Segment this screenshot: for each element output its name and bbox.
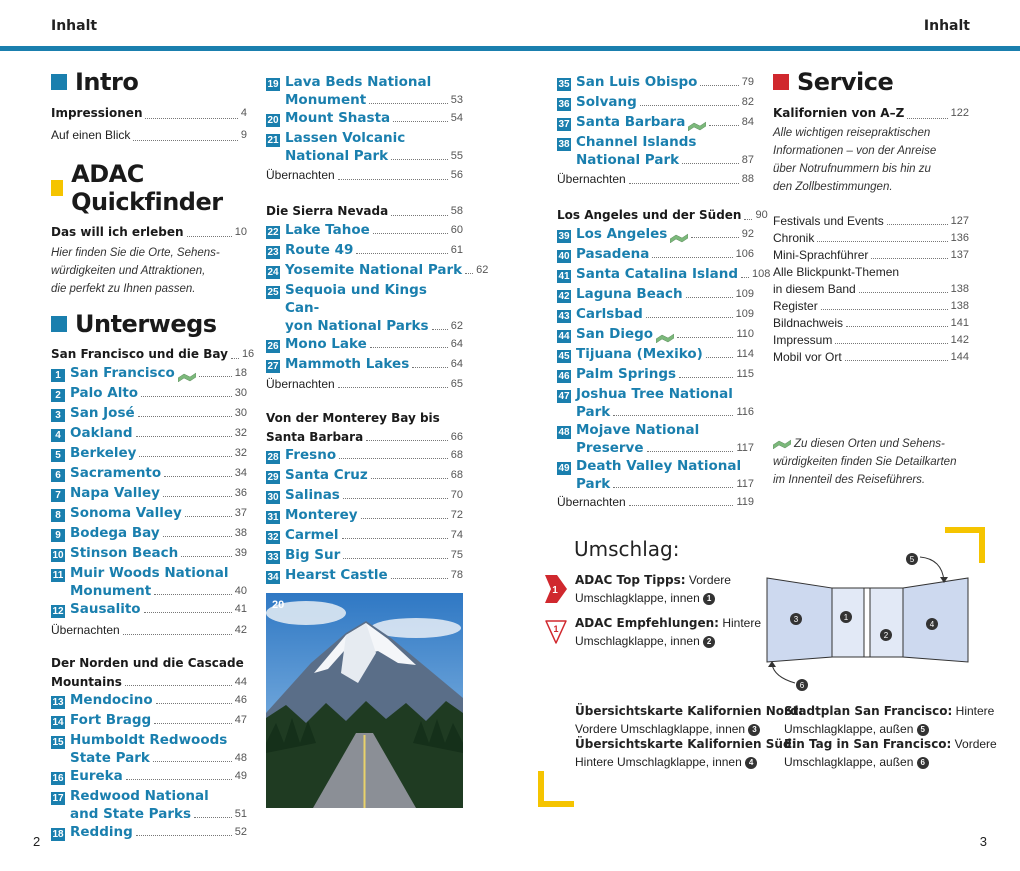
page-ref: 62 xyxy=(450,320,463,332)
poi-entry[interactable] xyxy=(266,526,463,546)
blue-square-icon xyxy=(51,316,67,332)
poi-entry[interactable] xyxy=(51,484,247,504)
page-number-left: 2 xyxy=(33,834,41,849)
poi-number-badge: 6 xyxy=(51,469,65,482)
poi-number-badge: 12 xyxy=(52,606,64,618)
poi-entry[interactable] xyxy=(557,93,754,113)
poi-name: Death Valley National xyxy=(576,458,742,474)
map-icon xyxy=(656,333,674,343)
poi-name: Santa Cruz xyxy=(285,467,368,483)
poi-number-badge: 27 xyxy=(267,361,279,373)
poi-number-badge: 30 xyxy=(267,492,279,504)
poi-name: National Park xyxy=(285,148,389,164)
poi-entry[interactable] xyxy=(266,129,463,165)
poi-number-badge: 25 xyxy=(267,287,279,299)
poi-entry[interactable] xyxy=(557,245,754,265)
map-icon xyxy=(773,439,791,449)
poi-name: Napa Valley xyxy=(70,485,160,501)
svg-text:1: 1 xyxy=(843,613,849,622)
page-ref: 68 xyxy=(450,469,463,481)
region-row[interactable]: Los Angeles und der Süden 90 xyxy=(557,208,768,222)
svg-text:1: 1 xyxy=(553,624,559,634)
poi-number-badge: 38 xyxy=(558,139,570,151)
umschlag-item-tag: Ein Tag in San Francisco: Vordere Umschlagklappe, außen 6 xyxy=(784,737,997,769)
poi-name: Route 49 xyxy=(285,242,354,258)
toc-row[interactable]: Übernachten 56 xyxy=(266,168,463,182)
poi-number-badge: 34 xyxy=(267,572,279,584)
poi-name: Bodega Bay xyxy=(70,525,160,541)
unterwegs-heading xyxy=(51,310,247,338)
map-icon xyxy=(178,372,196,382)
poi-entry[interactable] xyxy=(266,335,463,355)
photo-illustration xyxy=(266,593,463,808)
poi-entry[interactable] xyxy=(557,225,754,245)
poi-entry[interactable] xyxy=(557,385,754,421)
circle-number: 5 xyxy=(917,724,929,736)
toc-row[interactable]: Register 138 xyxy=(773,299,969,313)
page-ref: 62 xyxy=(476,264,489,276)
poi-entry[interactable] xyxy=(51,524,247,544)
circle-number: 4 xyxy=(745,757,757,769)
poi-name: Solvang xyxy=(576,94,637,110)
page-ref: 108 xyxy=(752,268,771,280)
umschlag-item-stadtplan: Stadtplan San Francisco: Hintere Umschlagklappe, außen 5 xyxy=(784,704,995,736)
page-ref: 41 xyxy=(234,603,247,615)
unterwegs-title: Unterwegs xyxy=(75,310,217,338)
poi-name: Los Angeles xyxy=(576,226,668,242)
poi-name: National Park xyxy=(576,152,680,168)
poi-number-badge: 1 xyxy=(51,369,65,382)
header-right: Inhalt xyxy=(923,18,970,34)
circle-number: 3 xyxy=(748,724,760,736)
poi-entry[interactable] xyxy=(557,345,754,365)
poi-name: Mono Lake xyxy=(285,336,367,352)
page-ref: 106 xyxy=(735,248,754,260)
toc-row[interactable]: Chronik 136 xyxy=(773,231,969,245)
page-ref: 47 xyxy=(234,714,247,726)
poi-entry[interactable] xyxy=(51,464,247,484)
poi-name: Hearst Castle xyxy=(285,567,388,583)
poi-name: Monument xyxy=(70,583,152,599)
top-tipps-text: ADAC Top Tipps: Vordere Umschlagklappe, innen 1 xyxy=(575,573,731,605)
page-ref: 54 xyxy=(450,112,463,124)
poi-number-badge: 16 xyxy=(52,773,64,785)
poi-name: Joshua Tree National xyxy=(576,386,733,402)
poi-number-badge: 20 xyxy=(267,115,279,127)
poi-number-badge: 24 xyxy=(267,267,279,279)
region-row[interactable]: Die Sierra Nevada 58 xyxy=(266,204,463,218)
poi-entry[interactable] xyxy=(266,546,463,566)
blickpunkt-line: Alle Blickpunkt-Themen xyxy=(773,265,900,279)
poi-entry[interactable] xyxy=(51,424,247,444)
poi-number-badge: 40 xyxy=(558,251,570,263)
page-ref: 79 xyxy=(741,76,754,88)
poi-number-badge: 13 xyxy=(52,697,64,709)
svg-text:4: 4 xyxy=(929,620,935,629)
poi-name: Monterey xyxy=(285,507,358,523)
entry-list xyxy=(557,225,771,493)
page-ref: 30 xyxy=(234,387,247,399)
poi-number-badge: 18 xyxy=(52,829,64,841)
toc-row[interactable]: Das will ich erleben 10 xyxy=(51,225,247,239)
page-ref: 82 xyxy=(741,96,754,108)
poi-number-badge: 22 xyxy=(267,227,279,239)
poi-number-badge: 19 xyxy=(267,79,279,91)
poi-entry[interactable] xyxy=(266,355,463,375)
poi-number-badge: 39 xyxy=(558,231,570,243)
poi-number-badge: 15 xyxy=(52,737,64,749)
poi-entry[interactable] xyxy=(51,544,247,564)
poi-entry[interactable] xyxy=(557,133,754,169)
page-ref: 74 xyxy=(450,529,463,541)
poi-name: Santa Barbara xyxy=(576,114,686,130)
north-region[interactable]: Der Norden und die Cascade Mountains 44 xyxy=(51,656,247,689)
map-icon xyxy=(688,121,706,131)
toc-row[interactable]: Festivals und Events 127 xyxy=(773,214,969,228)
poi-name: Carlsbad xyxy=(576,306,643,322)
poi-number-badge: 49 xyxy=(558,463,570,475)
poi-name: Pasadena xyxy=(576,246,650,262)
page-number-right: 3 xyxy=(979,834,987,849)
toc-row[interactable]: Kalifornien von A–Z 122 xyxy=(773,106,969,120)
poi-number-badge: 10 xyxy=(52,550,64,562)
poi-entry[interactable] xyxy=(266,261,489,281)
poi-number-badge: 29 xyxy=(267,472,279,484)
toc-row[interactable]: Impressum 142 xyxy=(773,333,969,347)
poi-name: Redwood National xyxy=(70,788,209,804)
poi-number-badge: 2 xyxy=(51,389,65,402)
page-ref: 38 xyxy=(234,527,247,539)
monterey-region[interactable]: Von der Monterey Bay bis Santa Barbara 66 xyxy=(266,411,463,444)
poi-name: Palm Springs xyxy=(576,366,677,382)
poi-name: Lava Beds National xyxy=(285,74,432,90)
poi-name: Park xyxy=(576,476,611,492)
page-ref: 116 xyxy=(736,406,754,418)
poi-number-badge: 41 xyxy=(558,271,570,283)
poi-name: San Luis Obispo xyxy=(576,74,698,90)
poi-entry[interactable] xyxy=(51,691,247,711)
mount-shasta-photo xyxy=(266,593,463,808)
intro-heading xyxy=(51,68,247,96)
page-ref: 46 xyxy=(234,694,247,706)
map-icon xyxy=(670,233,688,243)
poi-entry[interactable] xyxy=(266,486,463,506)
page-ref: 84 xyxy=(741,116,754,128)
umschlag-item-sued: Übersichtskarte Kalifornien Süd: Hintere Umschlagklappe, innen 4 xyxy=(575,737,797,769)
column-3 xyxy=(557,73,771,511)
toc-row[interactable]: Auf einen Blick 9 xyxy=(51,128,247,142)
poi-entry[interactable] xyxy=(557,325,754,345)
poi-entry[interactable] xyxy=(266,506,463,526)
page-ref: 72 xyxy=(450,509,463,521)
poi-number-badge: 26 xyxy=(267,341,279,353)
page-ref: 34 xyxy=(234,467,247,479)
poi-number-badge: 23 xyxy=(267,247,279,259)
north-entry-list xyxy=(51,691,247,843)
umschlag-item-nord: Übersichtskarte Kalifornien Nord: Vordere Umschlagklappe, innen 3 xyxy=(575,704,804,736)
poi-name: Muir Woods National xyxy=(70,565,229,581)
quickfinder-desc: Hier finden Sie die Orte, Sehens- würdigkeiten und Attraktionen, die perfekt zu Ihnen passen. xyxy=(51,247,220,295)
toc-row[interactable]: Mobil vor Ort 144 xyxy=(773,350,969,364)
poi-entry[interactable] xyxy=(51,404,247,424)
toc-row[interactable]: Mini-Sprachführer 137 xyxy=(773,248,969,262)
top-tipp-marker-icon xyxy=(543,573,569,605)
empfehlungen-text: ADAC Empfehlungen: Hintere Umschlagklappe, innen 2 xyxy=(575,616,762,648)
poi-entry[interactable] xyxy=(557,457,754,493)
poi-entry[interactable] xyxy=(557,73,754,93)
page-ref: 52 xyxy=(234,826,247,838)
poi-name: Tijuana (Mexiko) xyxy=(576,346,703,362)
poi-name: Mendocino xyxy=(70,692,153,708)
poi-number-badge: 35 xyxy=(558,79,570,91)
entry-list xyxy=(557,73,754,169)
page-ref: 92 xyxy=(741,228,754,240)
poi-name: Sacramento xyxy=(70,465,162,481)
poi-entry[interactable] xyxy=(266,566,463,586)
toc-row[interactable]: Bildnachweis 141 xyxy=(773,316,969,330)
entry-list xyxy=(266,221,489,375)
toc-row[interactable]: in diesem Band 138 xyxy=(773,282,969,296)
page-ref: 39 xyxy=(234,547,247,559)
poi-name: San Francisco xyxy=(70,365,175,381)
cover-diagram xyxy=(760,545,975,695)
column-2 xyxy=(266,73,489,586)
yellow-corner-bottom xyxy=(538,771,574,807)
poi-number-badge: 47 xyxy=(558,391,570,403)
blue-square-icon xyxy=(51,74,67,90)
az-desc: Alle wichtigen reisepraktischen Informationen – von der Anreise über Notrufnummern bis hin zu den Zollbestimmungen. xyxy=(773,127,937,193)
poi-entry[interactable] xyxy=(266,446,463,466)
poi-number-badge: 14 xyxy=(52,717,64,729)
poi-entry[interactable] xyxy=(51,384,247,404)
poi-number-badge: 4 xyxy=(51,429,65,442)
poi-entry[interactable] xyxy=(557,265,771,285)
poi-name: Channel Islands xyxy=(576,134,697,150)
poi-name: Park xyxy=(576,404,611,420)
poi-entry[interactable] xyxy=(557,113,754,133)
poi-number-badge: 32 xyxy=(267,532,279,544)
poi-name: Santa Catalina Island xyxy=(576,266,739,282)
poi-entry[interactable] xyxy=(51,600,247,620)
page-ref: 70 xyxy=(450,489,463,501)
poi-name: Palo Alto xyxy=(70,385,139,401)
poi-name: Fresno xyxy=(285,447,337,463)
poi-number-badge: 5 xyxy=(51,449,65,462)
page-ref: 75 xyxy=(450,549,463,561)
page-ref: 61 xyxy=(450,244,463,256)
poi-number-badge: 8 xyxy=(51,509,65,522)
poi-entry[interactable] xyxy=(266,221,463,241)
toc-row[interactable]: Impressionen 4 xyxy=(51,106,247,120)
poi-name: Oakland xyxy=(70,425,133,441)
circle-number: 1 xyxy=(703,593,715,605)
poi-entry[interactable] xyxy=(266,109,463,129)
poi-name: Sonoma Valley xyxy=(70,505,182,521)
poi-entry[interactable] xyxy=(266,466,463,486)
poi-name: Mojave National xyxy=(576,422,700,438)
circle-number: 6 xyxy=(917,757,929,769)
page-ref: 117 xyxy=(736,442,754,454)
entry-list xyxy=(266,73,463,165)
poi-name: State Park xyxy=(70,750,150,766)
page-ref: 36 xyxy=(234,487,247,499)
page-ref: 40 xyxy=(234,585,247,597)
poi-number-badge: 45 xyxy=(558,351,570,363)
service-title: Service xyxy=(797,68,894,96)
poi-number-badge: 33 xyxy=(267,552,279,564)
poi-entry[interactable] xyxy=(51,731,247,767)
poi-entry[interactable] xyxy=(51,787,247,823)
poi-name: San Diego xyxy=(576,326,654,342)
page-ref: 32 xyxy=(234,427,247,439)
toc-row[interactable]: Übernachten 88 xyxy=(557,172,754,186)
poi-entry[interactable] xyxy=(51,504,247,524)
poi-name: Sequoia und Kings Can- xyxy=(285,282,427,316)
intro-title: Intro xyxy=(75,68,139,96)
svg-text:5: 5 xyxy=(909,555,915,564)
poi-number-badge: 46 xyxy=(558,371,570,383)
poi-number-badge: 48 xyxy=(558,427,570,439)
page-ref: 78 xyxy=(450,569,463,581)
svg-text:1: 1 xyxy=(552,585,558,596)
page-ref: 109 xyxy=(735,288,754,300)
page-ref: 30 xyxy=(234,407,247,419)
page-ref: 110 xyxy=(736,328,754,340)
poi-number-badge: 44 xyxy=(558,331,570,343)
empfehlung-marker-icon xyxy=(543,617,569,647)
poi-name: Sausalito xyxy=(70,601,141,617)
poi-name: Mammoth Lakes xyxy=(285,356,410,372)
page-ref: 60 xyxy=(450,224,463,236)
poi-number-badge: 43 xyxy=(558,311,570,323)
photo-number: 20 xyxy=(272,599,285,611)
poi-number-badge: 37 xyxy=(558,119,570,131)
poi-name: and State Parks xyxy=(70,806,191,822)
page-ref: 53 xyxy=(450,94,463,106)
poi-number-badge: 21 xyxy=(267,135,279,147)
poi-name: Lassen Volcanic xyxy=(285,130,406,146)
page-ref: 64 xyxy=(450,338,463,350)
poi-entry[interactable] xyxy=(51,444,247,464)
poi-number-badge: 17 xyxy=(52,793,64,805)
quickfinder-heading xyxy=(51,160,247,216)
service-rows xyxy=(773,213,969,366)
poi-name: Fort Bragg xyxy=(70,712,152,728)
page-ref: 87 xyxy=(741,154,754,166)
page-ref: 114 xyxy=(736,348,754,360)
poi-number-badge: 28 xyxy=(267,452,279,464)
poi-number-badge: 7 xyxy=(51,489,65,502)
header-rule xyxy=(0,46,1020,51)
poi-name: Mount Shasta xyxy=(285,110,391,126)
poi-entry[interactable] xyxy=(266,281,463,335)
poi-number-badge: 31 xyxy=(267,512,279,524)
yellow-square-icon xyxy=(51,180,63,196)
poi-entry[interactable] xyxy=(557,421,754,457)
poi-name: Preserve xyxy=(576,440,644,456)
poi-name: Salinas xyxy=(285,487,340,503)
poi-entry[interactable] xyxy=(51,564,247,600)
page-ref: 68 xyxy=(450,449,463,461)
quickfinder-title: ADAC Quickfinder xyxy=(71,160,223,216)
page-ref: 32 xyxy=(234,447,247,459)
toc-row[interactable]: Übernachten 42 xyxy=(51,623,247,637)
red-square-icon xyxy=(773,74,789,90)
region-row[interactable]: San Francisco und die Bay 16 xyxy=(51,347,255,361)
poi-number-badge: 3 xyxy=(51,409,65,422)
poi-entry[interactable] xyxy=(51,823,247,843)
poi-number-badge: 9 xyxy=(51,529,65,542)
toc-row[interactable]: Übernachten 65 xyxy=(266,377,463,391)
page-ref: 55 xyxy=(450,150,463,162)
umschlag-title: Umschlag: xyxy=(574,537,680,561)
page-ref: 109 xyxy=(735,308,754,320)
poi-name: Berkeley xyxy=(70,445,137,461)
poi-number-badge: 42 xyxy=(558,291,570,303)
poi-entry[interactable] xyxy=(51,364,247,384)
poi-name: Humboldt Redwoods xyxy=(70,732,228,748)
poi-entry[interactable] xyxy=(557,285,754,305)
poi-name: Stinson Beach xyxy=(70,545,179,561)
poi-name: Big Sur xyxy=(285,547,341,563)
page-ref: 115 xyxy=(736,368,754,380)
entry-list xyxy=(266,446,463,586)
page-ref: 49 xyxy=(234,770,247,782)
column-4 xyxy=(773,68,969,489)
poi-number-badge: 11 xyxy=(52,570,64,582)
svg-text:6: 6 xyxy=(799,681,805,690)
poi-entry[interactable] xyxy=(51,711,247,731)
toc-row[interactable]: Übernachten 119 xyxy=(557,495,754,509)
svg-text:2: 2 xyxy=(883,631,889,640)
sf-entry-list xyxy=(51,364,247,620)
poi-entry[interactable] xyxy=(557,365,754,385)
poi-entry[interactable] xyxy=(557,305,754,325)
page-ref: 37 xyxy=(234,507,247,519)
poi-name: Redding xyxy=(70,824,133,840)
page-ref: 64 xyxy=(450,358,463,370)
header-left: Inhalt xyxy=(51,18,98,34)
poi-name: San José xyxy=(70,405,135,421)
svg-text:3: 3 xyxy=(793,615,799,624)
circle-number: 2 xyxy=(703,636,715,648)
poi-name: Carmel xyxy=(285,527,339,543)
poi-name: Eureka xyxy=(70,768,123,784)
poi-name: yon National Parks xyxy=(285,318,429,334)
service-heading xyxy=(773,68,969,96)
page-ref: 51 xyxy=(234,808,247,820)
poi-number-badge: 36 xyxy=(558,99,570,111)
poi-name: Yosemite National Park xyxy=(285,262,463,278)
poi-name: Monument xyxy=(285,92,367,108)
poi-entry[interactable] xyxy=(51,767,247,787)
poi-entry[interactable] xyxy=(266,73,463,109)
page-ref: 117 xyxy=(736,478,754,490)
detail-map-note: Zu diesen Orten und Sehens- würdigkeiten finden Sie Detailkarten im Innenteil des Reiseführers. xyxy=(773,438,957,486)
poi-entry[interactable] xyxy=(266,241,463,261)
column-1 xyxy=(51,68,255,843)
page-ref: 48 xyxy=(234,752,247,764)
poi-name: Lake Tahoe xyxy=(285,222,370,238)
poi-name: Laguna Beach xyxy=(576,286,683,302)
page-ref: 18 xyxy=(234,367,247,379)
